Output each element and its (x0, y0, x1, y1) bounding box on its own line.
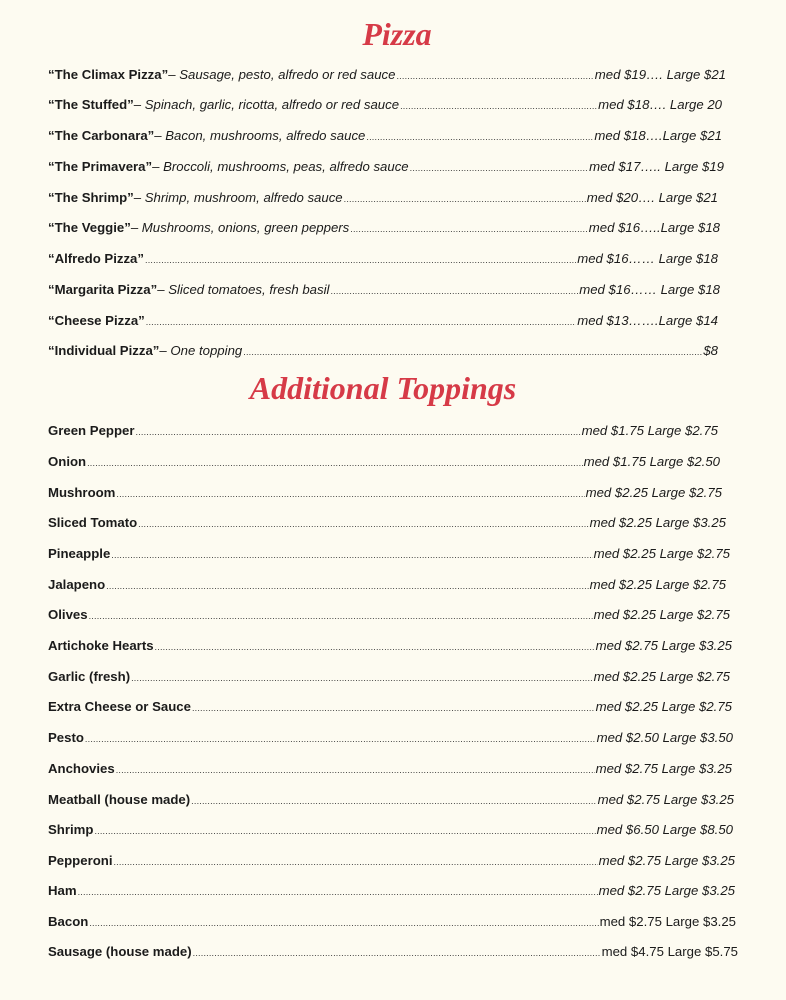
pizza-item-price: med $17….. Large $19 (589, 159, 724, 174)
pizza-item-price: $8 (703, 343, 718, 358)
leader-dots (192, 703, 595, 713)
pizza-item-name: “The Veggie” (48, 220, 131, 235)
topping-price: med $1.75 Large $2.75 (581, 423, 718, 438)
pizza-heading: Pizza (362, 16, 432, 52)
topping-name: Ham (48, 883, 77, 898)
pizza-item-name: “The Climax Pizza” (48, 67, 169, 82)
topping-price: med $2.25 Large $2.75 (593, 607, 730, 622)
topping-item (48, 914, 736, 934)
topping-name: Extra Cheese or Sauce (48, 699, 191, 714)
pizza-item-price: med $16…..Large $18 (588, 220, 720, 235)
leader-dots (400, 101, 597, 111)
topping-name: Mushroom (48, 485, 116, 500)
leader-dots (87, 458, 583, 468)
topping-price: med $2.25 Large $2.75 (593, 669, 730, 684)
topping-item (48, 577, 726, 597)
topping-item (48, 638, 732, 658)
leader-dots (116, 765, 595, 775)
topping-name: Sliced Tomato (48, 515, 138, 530)
topping-price: med $2.25 Large $2.75 (589, 577, 726, 592)
leader-dots (136, 427, 581, 437)
pizza-item (48, 190, 718, 210)
topping-price: med $2.75 Large $3.25 (598, 853, 735, 868)
leader-dots (113, 857, 597, 867)
topping-price: med $2.75 Large $3.25 (597, 792, 734, 807)
leader-dots (350, 224, 588, 234)
topping-item (48, 669, 730, 689)
pizza-item (48, 282, 720, 302)
topping-price: med $2.25 Large $2.75 (593, 546, 730, 561)
topping-name: Artichoke Hearts (48, 638, 154, 653)
topping-price: med $2.75 Large $3.25 (595, 638, 732, 653)
topping-price: med $2.75 Large $3.25 (595, 761, 732, 776)
leader-dots (78, 887, 598, 897)
topping-price: med $2.75 Large $3.25 (599, 914, 736, 929)
leader-dots (191, 796, 596, 806)
topping-name: Bacon (48, 914, 89, 929)
topping-item (48, 944, 738, 964)
leader-dots (330, 286, 578, 296)
pizza-item-desc: – Mushrooms, onions, green peppers (130, 220, 350, 235)
topping-price: med $2.75 Large $3.25 (598, 883, 735, 898)
pizza-item-price: med $16…… Large $18 (577, 251, 718, 266)
pizza-item-desc: – Spinach, garlic, ricotta, alfredo or red sauce (133, 97, 400, 112)
pizza-item-name: “Margarita Pizza” (48, 282, 158, 297)
topping-item (48, 699, 732, 719)
topping-item (48, 546, 730, 566)
leader-dots (410, 163, 588, 173)
topping-item (48, 485, 722, 505)
topping-item (48, 515, 726, 535)
pizza-item-name: “The Shrimp” (48, 190, 134, 205)
topping-price: med $2.50 Large $3.50 (596, 730, 733, 745)
leader-dots (155, 642, 595, 652)
topping-name: Garlic (fresh) (48, 669, 131, 684)
topping-item (48, 730, 733, 750)
pizza-item-desc: – Shrimp, mushroom, alfredo sauce (133, 190, 343, 205)
leader-dots (243, 347, 702, 357)
pizza-item-name: “The Stuffed” (48, 97, 134, 112)
topping-price: med $1.75 Large $2.50 (583, 454, 720, 469)
topping-item (48, 607, 730, 627)
leader-dots (85, 734, 596, 744)
topping-price: med $6.50 Large $8.50 (596, 822, 733, 837)
pizza-item-desc: – Bacon, mushrooms, alfredo sauce (154, 128, 366, 143)
pizza-item (48, 128, 722, 148)
leader-dots (396, 71, 593, 81)
topping-price: med $2.25 Large $2.75 (585, 485, 722, 500)
pizza-item-price: med $18…. Large 20 (598, 97, 722, 112)
pizza-item (48, 251, 718, 271)
topping-name: Shrimp (48, 822, 94, 837)
pizza-item-desc: – Sausage, pesto, alfredo or red sauce (168, 67, 396, 82)
topping-item (48, 761, 732, 781)
toppings-heading: Additional Toppings (249, 370, 517, 406)
topping-item (48, 883, 735, 903)
leader-dots (366, 132, 593, 142)
pizza-item (48, 97, 722, 117)
leader-dots (145, 255, 576, 265)
leader-dots (138, 519, 588, 529)
pizza-item (48, 67, 726, 87)
pizza-item (48, 343, 718, 363)
pizza-item-desc: – Sliced tomatoes, fresh basil (157, 282, 330, 297)
topping-item (48, 454, 720, 474)
pizza-item (48, 220, 720, 240)
topping-name: Meatball (house made) (48, 792, 191, 807)
pizza-item (48, 159, 724, 179)
topping-item (48, 822, 733, 842)
leader-dots (146, 317, 576, 327)
leader-dots (94, 826, 595, 836)
pizza-item-price: med $16…… Large $18 (579, 282, 720, 297)
pizza-item-name: “Alfredo Pizza” (48, 251, 144, 266)
topping-price: med $2.25 Large $3.25 (589, 515, 726, 530)
topping-name: Pesto (48, 730, 84, 745)
leader-dots (89, 611, 593, 621)
topping-name: Jalapeno (48, 577, 106, 592)
pizza-item-name: “The Carbonara” (48, 128, 155, 143)
pizza-item-price: med $18….Large $21 (594, 128, 722, 143)
leader-dots (344, 194, 586, 204)
pizza-item (48, 313, 718, 333)
pizza-item-price: med $19…. Large $21 (594, 67, 726, 82)
topping-item (48, 423, 718, 443)
leader-dots (89, 918, 598, 928)
topping-price: med $2.25 Large $2.75 (595, 699, 732, 714)
topping-price: med $4.75 Large $5.75 (601, 944, 738, 959)
topping-name: Anchovies (48, 761, 115, 776)
pizza-item-price: med $13…….Large $14 (577, 313, 718, 328)
leader-dots (131, 673, 593, 683)
leader-dots (116, 489, 584, 499)
topping-name: Green Pepper (48, 423, 135, 438)
pizza-item-name: “Individual Pizza” (48, 343, 160, 358)
leader-dots (193, 948, 601, 958)
pizza-item-name: “The Primavera” (48, 159, 153, 174)
topping-item (48, 792, 734, 812)
leader-dots (106, 581, 588, 591)
topping-name: Sausage (house made) (48, 944, 192, 959)
topping-name: Pineapple (48, 546, 111, 561)
pizza-item-name: “Cheese Pizza” (48, 313, 145, 328)
topping-name: Pepperoni (48, 853, 113, 868)
topping-item (48, 853, 735, 873)
topping-name: Olives (48, 607, 88, 622)
pizza-item-price: med $20…. Large $21 (586, 190, 718, 205)
pizza-item-desc: – One topping (159, 343, 243, 358)
leader-dots (111, 550, 592, 560)
pizza-item-desc: – Broccoli, mushrooms, peas, alfredo sauce (152, 159, 409, 174)
topping-name: Onion (48, 454, 87, 469)
